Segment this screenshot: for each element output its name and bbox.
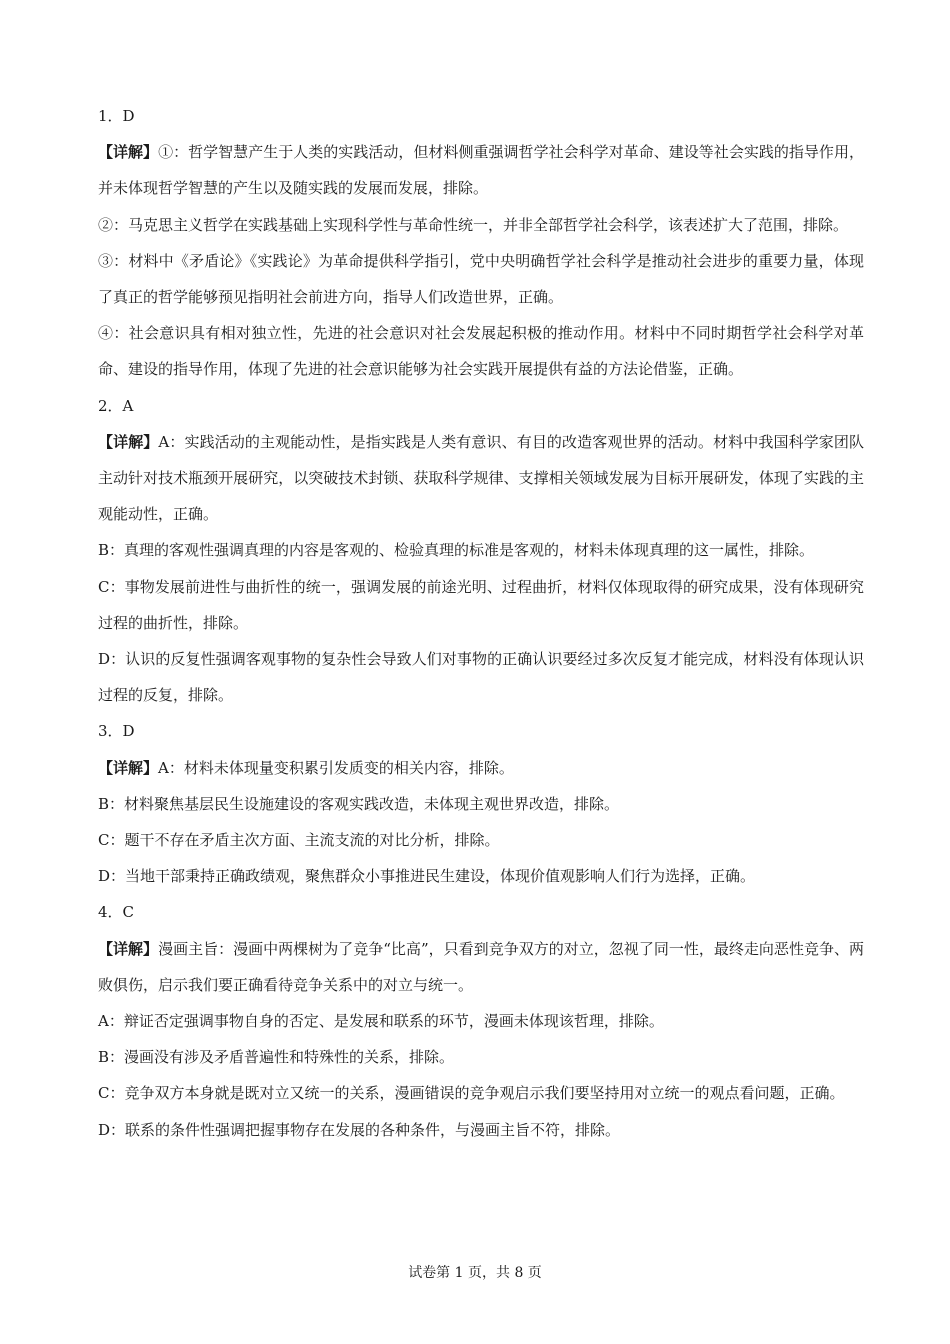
explanation-paragraph	[98, 1003, 864, 1039]
answer-line: 4．C	[98, 903, 135, 922]
explanation-paragraph	[98, 931, 864, 1003]
explanation-paragraph	[98, 786, 864, 822]
explanation-text: D：当地干部秉持正确政绩观，聚焦群众小事推进民生建设，体现价值观影响人们行为选择，正确。	[98, 867, 756, 886]
explanation-paragraph	[98, 243, 864, 315]
explanation-text: D：认识的反复性强调客观事物的复杂性会导致人们对事物的正确认识要经过多次反复才能完成，材料没有体现认识过程的反复，排除。	[98, 650, 864, 705]
explanation-paragraph	[98, 822, 864, 858]
answer-line: 2．A	[98, 396, 134, 415]
question-block	[98, 894, 864, 1147]
explanation-paragraph	[98, 858, 864, 894]
explanation-text: ②：马克思主义哲学在实践基础上实现科学性与革命性统一，并非全部哲学社会科学，该表述扩大了范围，排除。	[98, 215, 849, 234]
explanation-paragraph	[98, 424, 864, 533]
explanation-paragraph	[98, 1039, 864, 1075]
explanation-text: A：实践活动的主观能动性，是指实践是人类有意识、有目的改造客观世界的活动。材料中我国科学家团队主动针对技术瓶颈开展研究，以突破技术封锁、获取科学规律、支撑相关领域发展为目标开展研发，体现了实践的主观能动性，正确。	[98, 432, 864, 524]
question-block	[98, 713, 864, 894]
explanation-paragraph	[98, 750, 864, 786]
explanation-text: B：真理的客观性强调真理的内容是客观的、检验真理的标准是客观的，材料未体现真理的这一属性，排除。	[98, 541, 815, 560]
explanation-paragraph	[98, 1112, 864, 1148]
page-footer: 试卷第 1 页，共 8 页	[408, 1265, 542, 1281]
explanation-text: C：题干不存在矛盾主次方面、主流支流的对比分析，排除。	[98, 831, 500, 850]
explanation-text: A：辩证否定强调事物自身的否定、是发展和联系的环节，漫画未体现该哲理，排除。	[98, 1012, 664, 1031]
explanation-paragraph	[98, 1075, 864, 1111]
explanation-paragraph	[98, 207, 864, 243]
explanation-tag: 【详解】	[98, 758, 159, 777]
explanation-text: B：漫画没有涉及矛盾普遍性和特殊性的关系，排除。	[98, 1048, 455, 1067]
explanation-paragraph	[98, 641, 864, 713]
explanation-text: C：事物发展前进性与曲折性的统一，强调发展的前途光明、过程曲折，材料仅体现取得的研究成果，没有体现研究过程的曲折性，排除。	[98, 577, 864, 632]
answer-content	[98, 98, 864, 1148]
answer-line: 3．D	[98, 722, 135, 741]
explanation-paragraph	[98, 569, 864, 641]
explanation-tag: 【详解】	[98, 939, 159, 958]
explanation-paragraph	[98, 134, 864, 206]
explanation-tag: 【详解】	[98, 432, 159, 451]
explanation-paragraph	[98, 315, 864, 387]
explanation-tag: 【详解】	[98, 143, 159, 162]
explanation-text: ③：材料中《矛盾论》《实践论》为革命提供科学指引，党中央明确哲学社会科学是推动社会进步的重要力量，体现了真正的哲学能够预见指明社会前进方向，指导人们改造世界，正确。	[98, 251, 864, 307]
explanation-text: A：材料未体现量变积累引发质变的相关内容，排除。	[158, 758, 514, 777]
question-block	[98, 98, 864, 388]
explanation-text: 漫画主旨：漫画中两棵树为了竞争“比高”，只看到竞争双方的对立，忽视了同一性，最终走向恶性竞争、两败俱伤，启示我们要正确看待竞争关系中的对立与统一。	[98, 939, 864, 994]
explanation-text: ④：社会意识具有相对独立性，先进的社会意识对社会发展起积极的推动作用。材料中不同时期哲学社会科学对革命、建设的指导作用，体现了先进的社会意识能够为社会实践开展提供有益的方法论借鉴，正确。	[98, 324, 864, 379]
question-block	[98, 388, 864, 714]
explanation-text: D：联系的条件性强调把握事物存在发展的各种条件，与漫画主旨不符，排除。	[98, 1120, 621, 1139]
explanation-text: C：竞争双方本身就是既对立又统一的关系，漫画错误的竞争观启示我们要坚持用对立统一的观点看问题，正确。	[98, 1084, 845, 1103]
explanation-text: B：材料聚焦基层民生设施建设的客观实践改造，未体现主观世界改造，排除。	[98, 794, 620, 813]
explanation-paragraph	[98, 532, 864, 568]
explanation-text: ①：哲学智慧产生于人类的实践活动，但材料侧重强调哲学社会科学对革命、建设等社会实践的指导作用，并未体现哲学智慧的产生以及随实践的发展而发展，排除。	[98, 143, 864, 198]
answer-line: 1．D	[98, 107, 135, 125]
